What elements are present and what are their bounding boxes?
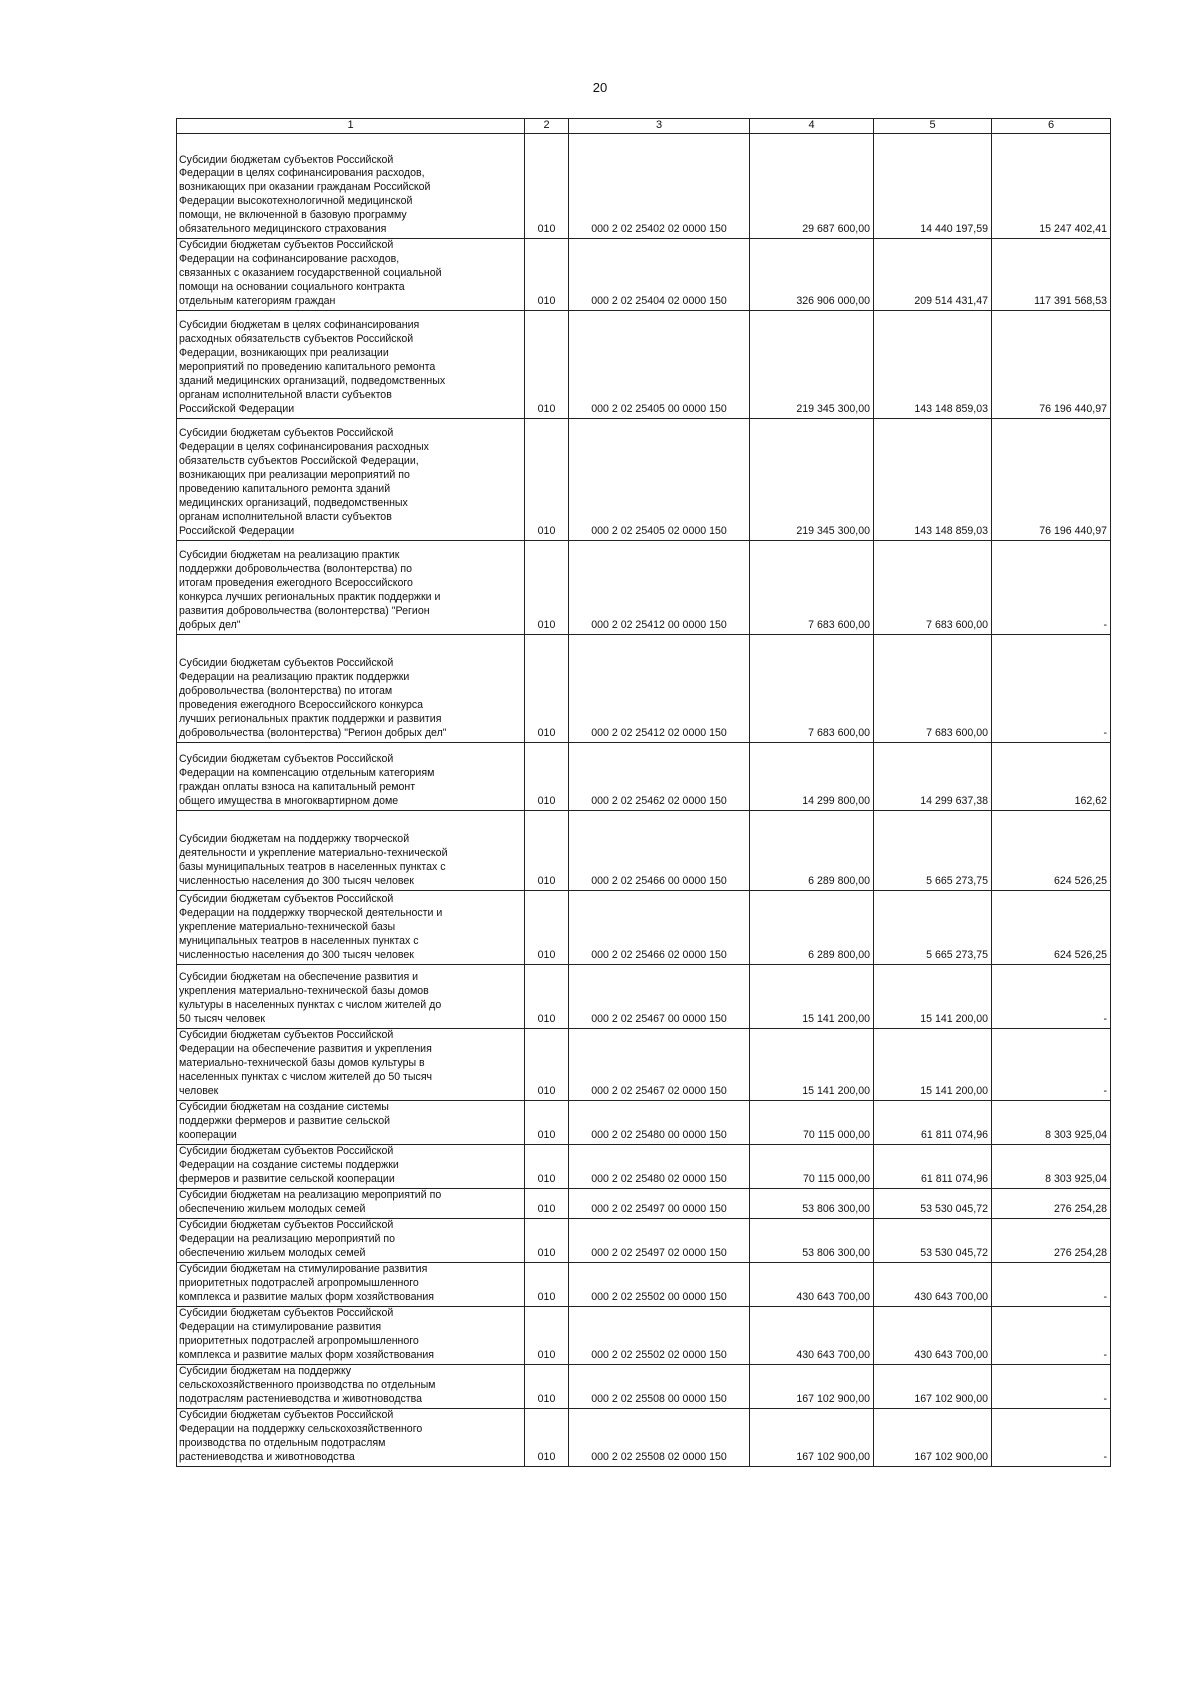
row-budget-code: 000 2 02 25412 00 0000 150: [569, 540, 750, 634]
row-budget-code: 000 2 02 25502 02 0000 150: [569, 1306, 750, 1364]
row-remaining-amount: -: [992, 1408, 1111, 1466]
table-row: [177, 1188, 1111, 1218]
description-line: Субсидии бюджетам на создание системы: [179, 1100, 389, 1113]
row-description: [177, 634, 525, 742]
description-line: Субсидии бюджетам субъектов Российской: [179, 427, 394, 440]
description-line: Субсидии бюджетам субъектов Российской: [179, 893, 394, 905]
row-admin-code: 010: [525, 1100, 569, 1144]
description-line: возникающих при реализации мероприятий по: [179, 469, 410, 481]
budget-table: [176, 118, 1111, 1467]
row-remaining-amount: -: [992, 1364, 1111, 1408]
description-line: укрепления материально-технической базы домов: [179, 984, 429, 997]
row-admin-code: 010: [525, 634, 569, 742]
row-remaining-amount: 117 391 568,53: [992, 239, 1111, 311]
description-line: обеспечению жильем молодых семей: [179, 1202, 366, 1215]
description-line: Субсидии бюджетам на поддержку творческой: [179, 832, 410, 845]
row-remaining-amount: 624 526,25: [992, 810, 1111, 890]
column-header-2: 2: [525, 119, 569, 134]
row-budget-code: 000 2 02 25467 02 0000 150: [569, 1028, 750, 1100]
table-header-row: [177, 119, 1111, 134]
description-line: Субсидии бюджетам субъектов Российской: [179, 153, 394, 166]
description-line: Субсидии бюджетам на реализацию мероприятий по: [179, 1188, 442, 1201]
row-budget-code: 000 2 02 25497 00 0000 150: [569, 1188, 750, 1218]
table-row: [177, 1306, 1111, 1364]
row-executed-amount: 7 683 600,00: [874, 540, 992, 634]
description-line: зданий медицинских организаций, подведомственных: [179, 374, 446, 387]
row-budget-code: 000 2 02 25466 00 0000 150: [569, 810, 750, 890]
row-remaining-amount: -: [992, 540, 1111, 634]
row-description: [177, 1144, 525, 1188]
row-description: [177, 418, 525, 540]
row-approved-amount: 15 141 200,00: [750, 964, 874, 1028]
description-line: Субсидии бюджетам субъектов Российской: [179, 657, 394, 670]
row-approved-amount: 70 115 000,00: [750, 1144, 874, 1188]
description-line: Федерации в целях софинансирования расходных: [179, 441, 429, 454]
row-executed-amount: 167 102 900,00: [874, 1364, 992, 1408]
row-description: [177, 810, 525, 890]
row-remaining-amount: 15 247 402,41: [992, 134, 1111, 239]
description-line: проведению капитального ремонта зданий: [179, 482, 391, 495]
description-line: культуры в населенных пунктах с числом жителей до: [179, 998, 442, 1011]
description-line: Федерации на компенсацию отдельным категориям: [179, 766, 435, 779]
table-row: [177, 134, 1111, 239]
table-row: [177, 540, 1111, 634]
description-line: Субсидии бюджетам субъектов Российской: [179, 752, 394, 765]
row-admin-code: 010: [525, 540, 569, 634]
row-approved-amount: 219 345 300,00: [750, 310, 874, 418]
description-line: мероприятий по проведению капитального ремонта: [179, 360, 436, 373]
description-line: Субсидии бюджетам субъектов Российской: [179, 1144, 394, 1157]
description-line: органам исполнительной власти субъектов: [179, 510, 392, 523]
row-executed-amount: 61 811 074,96: [874, 1144, 992, 1188]
description-line: лучших региональных практик поддержки и развития: [179, 712, 442, 725]
table-row: [177, 634, 1111, 742]
row-admin-code: 010: [525, 742, 569, 810]
table-body: [177, 134, 1111, 1467]
description-line: обязательного медицинского страхования: [179, 223, 387, 236]
row-approved-amount: 219 345 300,00: [750, 418, 874, 540]
table-row: [177, 810, 1111, 890]
row-remaining-amount: -: [992, 634, 1111, 742]
description-line: итогам проведения ежегодного Всероссийского: [179, 576, 413, 589]
description-line: граждан оплаты взноса на капитальный ремонт: [179, 780, 416, 793]
table-row: [177, 1218, 1111, 1262]
row-budget-code: 000 2 02 25502 00 0000 150: [569, 1262, 750, 1306]
row-description: [177, 1028, 525, 1100]
row-remaining-amount: 8 303 925,04: [992, 1144, 1111, 1188]
table-row: [177, 239, 1111, 311]
row-remaining-amount: 162,62: [992, 742, 1111, 810]
row-approved-amount: 53 806 300,00: [750, 1188, 874, 1218]
row-approved-amount: 6 289 800,00: [750, 890, 874, 964]
description-line: муниципальных театров в населенных пунктах с: [179, 934, 419, 947]
row-executed-amount: 5 665 273,75: [874, 890, 992, 964]
row-executed-amount: 61 811 074,96: [874, 1100, 992, 1144]
description-line: численностью населения до 300 тысяч человек: [179, 874, 414, 887]
row-admin-code: 010: [525, 1218, 569, 1262]
row-description: [177, 1408, 525, 1466]
description-line: Субсидии бюджетам субъектов Российской: [179, 1218, 394, 1231]
row-admin-code: 010: [525, 239, 569, 311]
table-row: [177, 1144, 1111, 1188]
row-admin-code: 010: [525, 1188, 569, 1218]
description-line: Федерации, возникающих при реализации: [179, 347, 389, 359]
description-line: Российской Федерации: [179, 524, 295, 537]
description-line: Федерации на стимулирование развития: [179, 1320, 382, 1333]
row-budget-code: 000 2 02 25497 02 0000 150: [569, 1218, 750, 1262]
description-line: Субсидии бюджетам субъектов Российской: [179, 239, 394, 251]
description-line: развития добровольчества (волонтерства) "Регион: [179, 604, 430, 617]
description-line: возникающих при оказании гражданам Российской: [179, 181, 431, 194]
row-admin-code: 010: [525, 1364, 569, 1408]
description-line: Субсидии бюджетам субъектов Российской: [179, 1306, 394, 1319]
description-line: Федерации на софинансирование расходов,: [179, 252, 400, 265]
description-line: приоритетных подотраслей агропромышленного: [179, 1276, 419, 1289]
row-budget-code: 000 2 02 25466 02 0000 150: [569, 890, 750, 964]
description-line: обязательств субъектов Российской Федерации,: [179, 455, 419, 468]
row-budget-code: 000 2 02 25412 02 0000 150: [569, 634, 750, 742]
description-line: поддержки добровольчества (волонтерства) по: [179, 563, 413, 575]
table-row: [177, 1364, 1111, 1408]
description-line: Федерации на реализацию практик поддержки: [179, 671, 410, 683]
row-remaining-amount: 8 303 925,04: [992, 1100, 1111, 1144]
row-approved-amount: 15 141 200,00: [750, 1028, 874, 1100]
row-remaining-amount: 76 196 440,97: [992, 310, 1111, 418]
row-budget-code: 000 2 02 25467 00 0000 150: [569, 964, 750, 1028]
row-remaining-amount: 624 526,25: [992, 890, 1111, 964]
row-approved-amount: 53 806 300,00: [750, 1218, 874, 1262]
row-executed-amount: 14 440 197,59: [874, 134, 992, 239]
description-line: Федерации на реализацию мероприятий по: [179, 1232, 395, 1245]
description-line: комплекса и развитие малых форм хозяйствования: [179, 1290, 435, 1303]
description-line: материально-технической базы домов культуры в: [179, 1056, 425, 1069]
description-line: Федерации на поддержку творческой деятельности и: [179, 906, 443, 919]
table-row: [177, 1100, 1111, 1144]
row-approved-amount: 167 102 900,00: [750, 1408, 874, 1466]
table-row: [177, 890, 1111, 964]
description-line: Субсидии бюджетам на стимулирование развития: [179, 1262, 428, 1275]
description-line: численностью населения до 300 тысяч человек: [179, 948, 414, 961]
row-budget-code: 000 2 02 25405 02 0000 150: [569, 418, 750, 540]
row-executed-amount: 143 148 859,03: [874, 418, 992, 540]
description-line: связанных с оказанием государственной социальной: [179, 266, 442, 279]
row-description: [177, 1218, 525, 1262]
table-row: [177, 1408, 1111, 1466]
table-row: [177, 742, 1111, 810]
row-approved-amount: 167 102 900,00: [750, 1364, 874, 1408]
row-executed-amount: 209 514 431,47: [874, 239, 992, 311]
description-line: Федерации высокотехнологичной медицинской: [179, 195, 413, 208]
row-description: [177, 1364, 525, 1408]
row-description: [177, 1306, 525, 1364]
description-line: добровольчества (волонтерства) "Регион добрых дел": [179, 726, 447, 739]
description-line: Субсидии бюджетам на поддержку: [179, 1364, 351, 1377]
description-line: расходных обязательств субъектов Российской: [179, 333, 414, 346]
row-description: [177, 1100, 525, 1144]
row-approved-amount: 7 683 600,00: [750, 634, 874, 742]
description-line: Субсидии бюджетам субъектов Российской: [179, 1408, 394, 1421]
description-line: сельскохозяйственного производства по отдельным: [179, 1378, 436, 1391]
table-row: [177, 418, 1111, 540]
row-executed-amount: 143 148 859,03: [874, 310, 992, 418]
description-line: человек: [179, 1084, 219, 1097]
row-admin-code: 010: [525, 418, 569, 540]
description-line: отдельным категориям граждан: [179, 294, 336, 307]
description-line: добрых дел": [179, 618, 241, 631]
description-line: растениеводства и животноводства: [179, 1450, 355, 1463]
table-row: [177, 964, 1111, 1028]
row-description: [177, 239, 525, 311]
description-line: медицинских организаций, подведомственных: [179, 496, 408, 509]
row-remaining-amount: -: [992, 964, 1111, 1028]
row-executed-amount: 53 530 045,72: [874, 1188, 992, 1218]
description-line: укрепление материально-технической базы: [179, 920, 396, 933]
column-header-6: 6: [992, 119, 1111, 134]
description-line: конкурса лучших региональных практик поддержки и: [179, 590, 441, 603]
row-executed-amount: 15 141 200,00: [874, 964, 992, 1028]
row-budget-code: 000 2 02 25508 00 0000 150: [569, 1364, 750, 1408]
row-remaining-amount: -: [992, 1306, 1111, 1364]
row-budget-code: 000 2 02 25480 00 0000 150: [569, 1100, 750, 1144]
table-row: [177, 1028, 1111, 1100]
row-admin-code: 010: [525, 1306, 569, 1364]
description-line: Субсидии бюджетам в целях софинансирования: [179, 319, 420, 332]
description-line: кооперации: [179, 1128, 237, 1141]
row-description: [177, 310, 525, 418]
row-remaining-amount: 276 254,28: [992, 1218, 1111, 1262]
description-line: Субсидии бюджетам на реализацию практик: [179, 549, 400, 562]
description-line: деятельности и укрепление материально-технической: [179, 846, 448, 859]
row-remaining-amount: 76 196 440,97: [992, 418, 1111, 540]
description-line: помощи на основании социального контракта: [179, 280, 405, 293]
column-header-1: 1: [177, 119, 525, 134]
row-admin-code: 010: [525, 1144, 569, 1188]
row-executed-amount: 430 643 700,00: [874, 1262, 992, 1306]
row-executed-amount: 14 299 637,38: [874, 742, 992, 810]
row-approved-amount: 326 906 000,00: [750, 239, 874, 311]
row-executed-amount: 5 665 273,75: [874, 810, 992, 890]
row-admin-code: 010: [525, 1262, 569, 1306]
row-budget-code: 000 2 02 25404 02 0000 150: [569, 239, 750, 311]
table-row: [177, 310, 1111, 418]
description-line: населенных пунктах с числом жителей до 50 тысяч: [179, 1070, 433, 1083]
row-executed-amount: 15 141 200,00: [874, 1028, 992, 1100]
row-admin-code: 010: [525, 1028, 569, 1100]
description-line: Субсидии бюджетам на обеспечение развития и: [179, 970, 419, 983]
row-admin-code: 010: [525, 310, 569, 418]
column-header-3: 3: [569, 119, 750, 134]
row-description: [177, 964, 525, 1028]
description-line: проведения ежегодного Всероссийского конкурса: [179, 698, 424, 711]
description-line: комплекса и развитие малых форм хозяйствования: [179, 1348, 435, 1361]
row-executed-amount: 167 102 900,00: [874, 1408, 992, 1466]
description-line: Федерации в целях софинансирования расходов,: [179, 167, 425, 180]
description-line: обеспечению жильем молодых семей: [179, 1246, 366, 1259]
row-approved-amount: 430 643 700,00: [750, 1306, 874, 1364]
description-line: приоритетных подотраслей агропромышленного: [179, 1334, 419, 1347]
row-approved-amount: 29 687 600,00: [750, 134, 874, 239]
row-description: [177, 742, 525, 810]
row-approved-amount: 7 683 600,00: [750, 540, 874, 634]
row-approved-amount: 70 115 000,00: [750, 1100, 874, 1144]
table-row: [177, 1262, 1111, 1306]
description-line: производства по отдельным подотраслям: [179, 1436, 386, 1449]
row-description: [177, 1188, 525, 1218]
description-line: Федерации на создание системы поддержки: [179, 1158, 399, 1171]
description-line: 50 тысяч человек: [179, 1012, 265, 1025]
row-budget-code: 000 2 02 25480 02 0000 150: [569, 1144, 750, 1188]
row-budget-code: 000 2 02 25405 00 0000 150: [569, 310, 750, 418]
row-executed-amount: 7 683 600,00: [874, 634, 992, 742]
row-admin-code: 010: [525, 134, 569, 239]
row-admin-code: 010: [525, 890, 569, 964]
row-executed-amount: 53 530 045,72: [874, 1218, 992, 1262]
row-remaining-amount: -: [992, 1262, 1111, 1306]
row-executed-amount: 430 643 700,00: [874, 1306, 992, 1364]
row-description: [177, 540, 525, 634]
row-approved-amount: 14 299 800,00: [750, 742, 874, 810]
column-header-4: 4: [750, 119, 874, 134]
description-line: органам исполнительной власти субъектов: [179, 388, 392, 401]
description-line: Федерации на обеспечение развития и укрепления: [179, 1042, 432, 1055]
description-line: помощи, не включенной в базовую программу: [179, 209, 407, 222]
row-description: [177, 1262, 525, 1306]
row-approved-amount: 6 289 800,00: [750, 810, 874, 890]
description-line: добровольчества (волонтерства) по итогам: [179, 684, 393, 697]
row-admin-code: 010: [525, 1408, 569, 1466]
row-description: [177, 890, 525, 964]
page-number: 20: [592, 80, 608, 95]
description-line: Субсидии бюджетам субъектов Российской: [179, 1029, 394, 1041]
row-budget-code: 000 2 02 25462 02 0000 150: [569, 742, 750, 810]
description-line: поддержки фермеров и развитие сельской: [179, 1114, 391, 1127]
description-line: фермеров и развитие сельской кооперации: [179, 1172, 395, 1185]
description-line: базы муниципальных театров в населенных пунктах с: [179, 860, 446, 873]
row-budget-code: 000 2 02 25402 02 0000 150: [569, 134, 750, 239]
row-approved-amount: 430 643 700,00: [750, 1262, 874, 1306]
column-header-5: 5: [874, 119, 992, 134]
description-line: подотраслям растениеводства и животноводства: [179, 1392, 423, 1405]
row-admin-code: 010: [525, 810, 569, 890]
description-line: Федерации на поддержку сельскохозяйственного: [179, 1422, 423, 1435]
row-budget-code: 000 2 02 25508 02 0000 150: [569, 1408, 750, 1466]
row-admin-code: 010: [525, 964, 569, 1028]
row-remaining-amount: 276 254,28: [992, 1188, 1111, 1218]
description-line: общего имущества в многоквартирном доме: [179, 794, 399, 807]
row-description: [177, 134, 525, 239]
description-line: Российской Федерации: [179, 402, 295, 415]
row-remaining-amount: -: [992, 1028, 1111, 1100]
